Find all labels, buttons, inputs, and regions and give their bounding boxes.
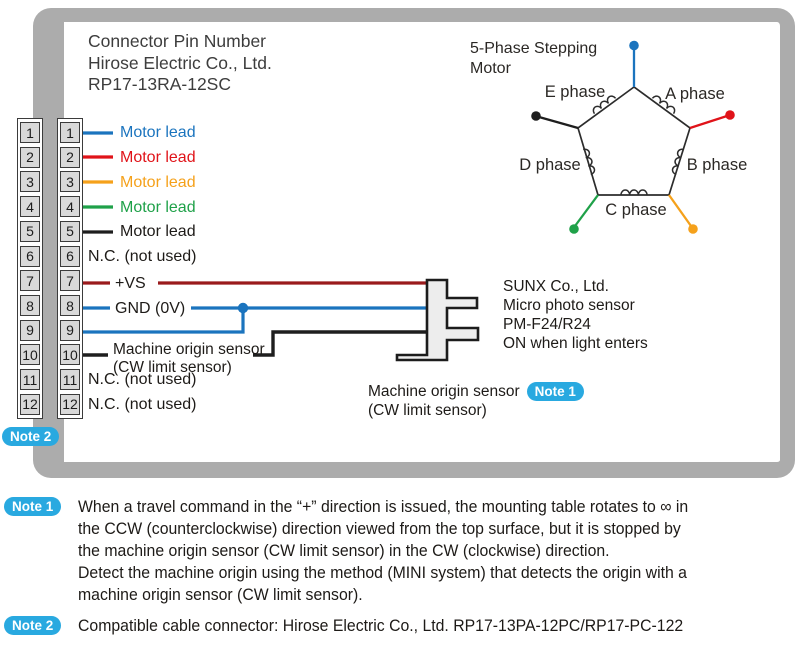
pin-box: 10 [20,344,41,365]
note1-line2: the CCW (counterclockwise) direction viewed from the top surface, but it is stopped by [78,519,681,538]
pin-box: 2 [20,147,41,168]
motor-lead-label-3: Motor lead [120,174,196,191]
sensor-caption [368,382,584,420]
pin-box: 1 [60,122,81,143]
sensor-caption-line1: Machine origin sensor [368,383,520,400]
nc-label-pin6: N.C. (not used) [88,248,197,265]
phase-label-e: E phase [544,83,606,101]
note2-badge: Note 2 [4,616,61,635]
pin-box: 5 [20,221,41,242]
sensor-info-line4: ON when light enters [503,335,648,352]
sensor-caption-line2: (CW limit sensor) [368,402,487,419]
note1-line3: the machine origin sensor (CW limit sensor) in the CW (clockwise) direction. [78,541,610,560]
gnd-label: GND (0V) [115,300,186,317]
motor-title-line1: 5-Phase Stepping [470,40,598,57]
pin-box: 7 [20,270,41,291]
phase-label-d: D phase [519,156,581,174]
pin-box: 8 [20,295,41,316]
pin-box: 9 [60,320,81,341]
pin-box: 12 [20,394,41,415]
phase-label-a: A phase [665,85,725,103]
pin-box: 5 [60,221,81,242]
origin-wire-label-line1: Machine origin sensor [113,341,265,358]
sensor-info-line3: PM-F24/R24 [503,316,591,333]
pin-box: 1 [20,122,41,143]
phase-label-b: B phase [686,156,748,174]
page-title [88,31,272,96]
motor-lead-label-2: Motor lead [120,149,196,166]
note1-line5: machine origin sensor (CW limit sensor). [78,585,363,604]
note1-badge-inline: Note 1 [527,382,584,401]
pin-box: 11 [60,369,81,390]
sensor-info-line1: SUNX Co., Ltd. [503,278,609,295]
nc-label-pin11: N.C. (not used) [88,371,197,388]
motor-lead-label-5: Motor lead [120,223,196,240]
note2-badge-frame: Note 2 [2,427,59,446]
title-line-2: Hirose Electric Co., Ltd. [88,52,272,73]
pin-box: 3 [20,171,41,192]
pin-box: 7 [60,270,81,291]
motor-title-line2: Motor [470,60,511,77]
pin-box: 2 [60,147,81,168]
note1-text [78,496,688,606]
pin-box: 3 [60,171,81,192]
motor-title [470,39,597,79]
connector-column-outer [17,118,43,419]
motor-lead-label-1: Motor lead [120,124,196,141]
note1-line4: Detect the machine origin using the method (MINI system) that detects the origin with a [78,563,687,582]
connector-column-inner [57,118,83,419]
pin-box: 6 [60,246,81,267]
pin-box: 8 [60,295,81,316]
origin-wire-label-line2: (CW limit sensor) [113,358,232,376]
pin-box: 4 [20,196,41,217]
motor-lead-label-4: Motor lead [120,199,196,216]
pin-box: 12 [60,394,81,415]
note1-line1: When a travel command in the “+” direction is issued, the mounting table rotates to ∞ in [78,497,689,516]
vs-label: +VS [115,275,146,292]
title-line-1: Connector Pin Number [88,31,266,51]
note1-badge: Note 1 [4,497,61,516]
pin-box: 9 [20,320,41,341]
title-line-3: RP17-13RA-12SC [88,74,231,94]
pin-box: 10 [60,344,81,365]
pin-box: 11 [20,369,41,390]
pin-box: 6 [20,246,41,267]
sensor-info-line2: Micro photo sensor [503,297,635,314]
nc-label-pin12: N.C. (not used) [88,396,197,413]
note2-text: Compatible cable connector: Hirose Electric Co., Ltd. RP17-13PA-12PC/RP17-PC-122 [78,616,684,635]
sensor-info [503,277,648,353]
phase-label-c: C phase [605,201,667,219]
pin-box: 4 [60,196,81,217]
